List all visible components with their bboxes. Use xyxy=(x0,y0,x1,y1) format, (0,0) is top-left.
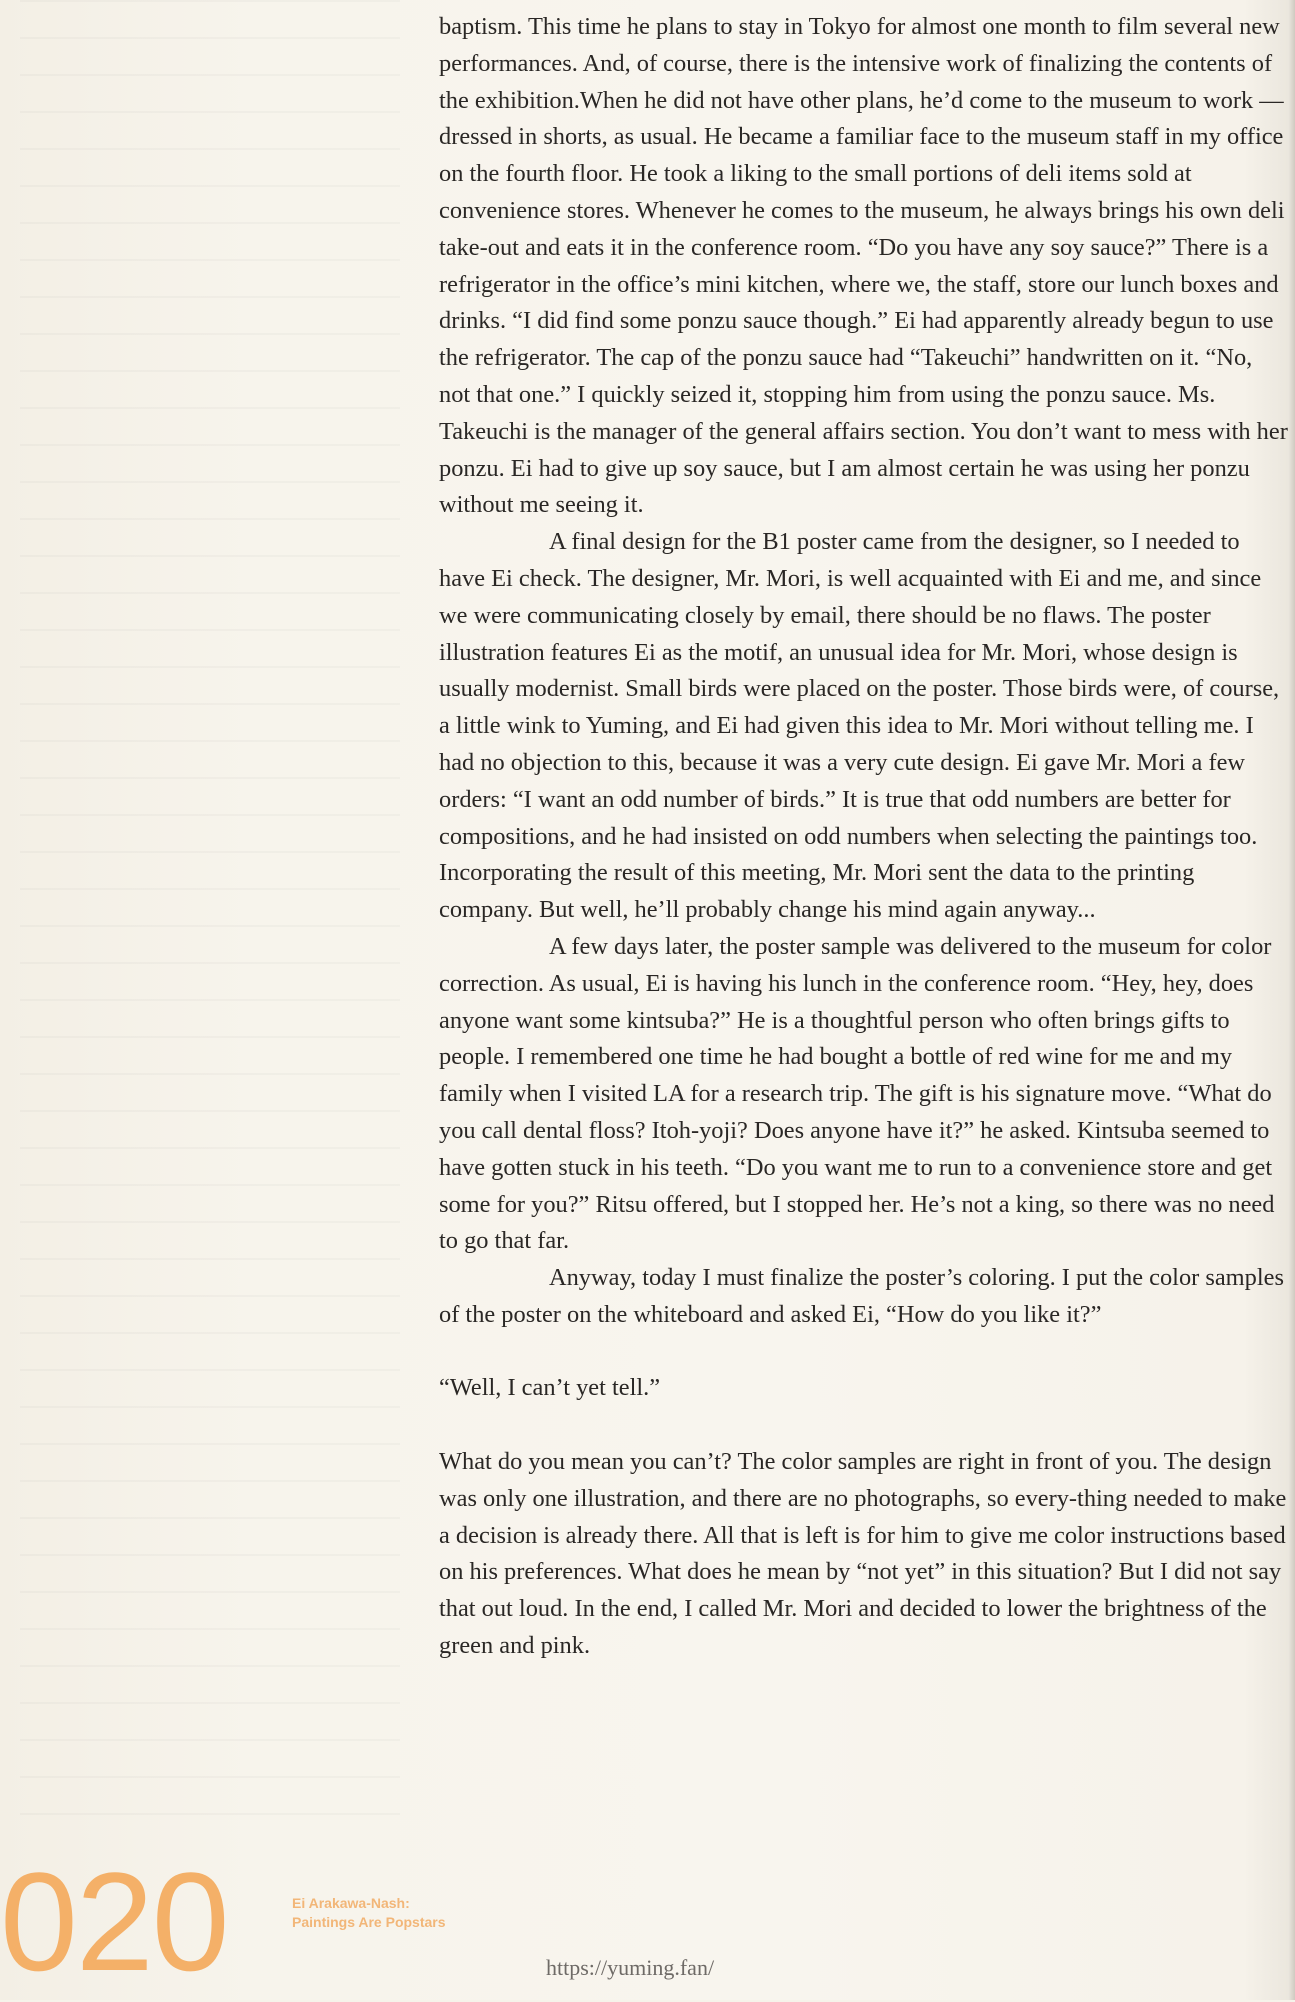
show-through-text xyxy=(20,0,400,1840)
page-number: 020 xyxy=(0,1843,228,2000)
paragraph-1: baptism. This time he plans to stay in Tokyo for almost one month to film several new performances. And, of course, there is the intensive work of finalizing the contents of the exhibition.When he did not have other plans, he’d come to the museum to work — dressed in shorts, as usual. He became a familiar face to the museum staff in my office on the fourth floor. He took a liking to the small portions of deli items sold at convenience stores. Whenever he comes to the museum, he always brings his own deli take-out and eats it in the conference room. “Do you have any soy sauce?” There is a refrigerator in the office’s mini kitchen, where we, the staff, store our lunch boxes and drinks. “I did find some ponzu sauce though.” Ei had apparently already begun to use the refrigerator. The cap of the ponzu sauce had “Takeuchi” handwritten on it. “No, not that one.” I quickly seized it, stopping him from using the ponzu sauce. Ms. Takeuchi is the manager of the general affairs section. You don’t want to mess with her ponzu. Ei had to give up soy sauce, but I am almost certain he was using her ponzu without me seeing it. xyxy=(439,13,1288,519)
paragraph-2: A final design for the B1 poster came from the designer, so I needed to have Ei check. The designer, Mr. Mori, is well acquainted with Ei and me, and since we were communicating closely by email, there should be no flaws. The poster illustration features Ei as the motif, an unusual idea for Mr. Mori, whose design is usually modernist. Small birds were placed on the poster. Those birds were, of course, a little wink to Yuming, and Ei had given this idea to Mr. Mori without telling me. I had no objection to this, because it was a very cute design. Ei gave Mr. Mori a few orders: “I want an odd number of birds.” It is true that odd numbers are better for compositions, and he had insisted on odd numbers when selecting the paintings too. Incorporating the result of this meeting, Mr. Mori sent the data to the printing company. But well, he’ll probably change his mind again anyway... xyxy=(439,528,1280,924)
paragraph-3: A few days later, the poster sample was delivered to the museum for color correction. As usual, Ei is having his lunch in the conference room. “Hey, hey, does anyone want some kintsuba?” He is a thoughtful person who often brings gifts to people. I remembered one time he had bought a bottle of red wine for me and my family when I visited LA for a research trip. The gift is his signature move. “What do you call dental floss? Itoh-yoji? Does anyone have it?” he asked. Kintsuba seemed to have gotten stuck in his teeth. “Do you want me to run to a convenience store and get some for you?” Ritsu offered, but I stopped her. He’s not a king, so there was no need to go that far. xyxy=(439,932,1275,1255)
watermark-url: https://yuming.fan/ xyxy=(546,1955,715,1980)
running-title-line-1: Ei Arakawa-Nash: xyxy=(292,1895,410,1911)
page-edge-shadow xyxy=(1289,0,1295,2000)
running-title-line-2: Paintings Are Popstars xyxy=(292,1914,446,1930)
paragraph-5-quote: “Well, I can’t yet tell.” xyxy=(439,1374,661,1402)
paragraph-4: Anyway, today I must finalize the poster’s coloring. I put the color samples of the poster on the whiteboard and asked Ei, “How do you like it?” xyxy=(439,1264,1284,1328)
paragraph-6: What do you mean you can’t? The color samples are right in front of you. The design was only one illustration, and there are no photographs, so every-thing needed to make a decision is already there. All that is left is for him to give me color instructions based on his preferences. What does he mean by “not yet” in this situation? But I did not say that out loud. In the end, I called Mr. Mori and decided to lower the brightness of the green and pink. xyxy=(439,1448,1287,1660)
article-body xyxy=(439,9,1289,1665)
running-title xyxy=(292,1894,446,1932)
